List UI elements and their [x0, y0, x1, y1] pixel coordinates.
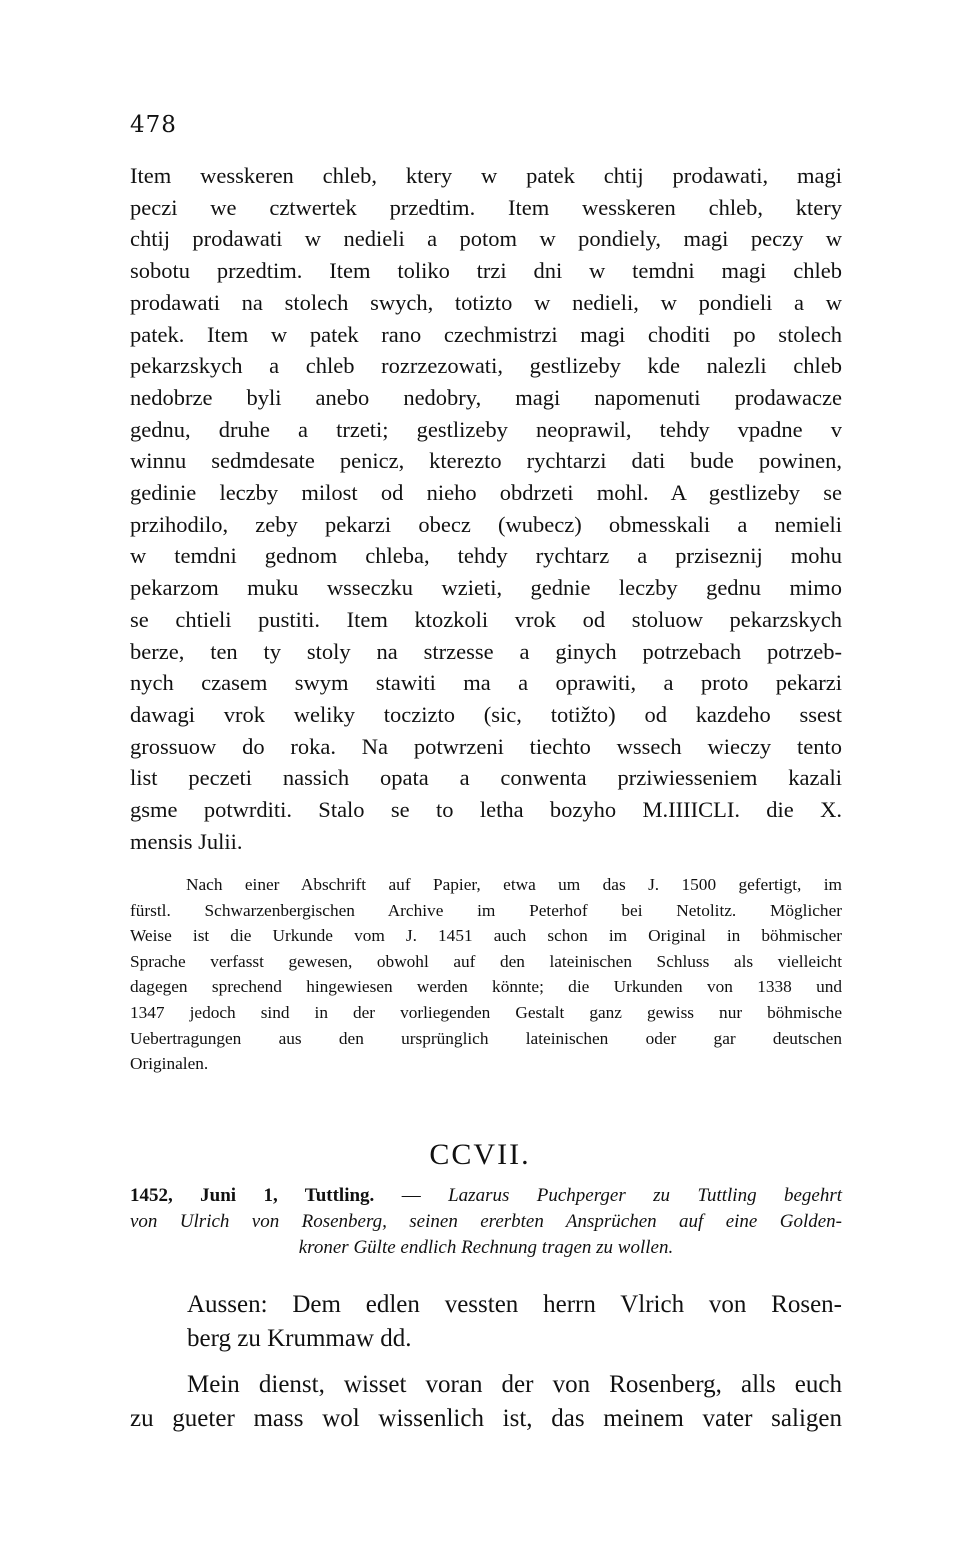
regest-date: 1452, Juni 1, Tuttling. [130, 1185, 375, 1206]
regest-text: Lazarus Puchperger zu Tuttling begehrt [448, 1185, 843, 1206]
regest-line [130, 1183, 842, 1209]
text-line: peczi we cztwertek przedtim. Item wesskeren chleb, ktery [130, 194, 842, 220]
letter-line: Mein dienst, wisset voran der von Rosenberg, alls euch [187, 1371, 842, 1398]
address-line: Aussen: Dem edlen vessten herrn Vlrich von Rosen- [187, 1291, 842, 1318]
charter-text [130, 160, 842, 857]
text-line: przihodilo, zeby pekarzi obecz (wubecz) obmesskali a nemieli [130, 511, 842, 537]
text-line: gednu, druhe a trzeti; gestlizeby neoprawil, tehdy vpadne v [130, 416, 842, 442]
text-line: prodawati na stolech swych, totizto w nedieli, w pondieli a w [130, 289, 842, 315]
letter-text [130, 1288, 842, 1436]
note-line: Nach einer Abschrift auf Papier, etwa um das J. 1500 gefertigt, im [186, 875, 842, 894]
text-line: berze, ten ty stoly na strzesse a ginych potrzebach potrzeb- [130, 638, 842, 664]
note-line: Weise ist die Urkunde vom J. 1451 auch schon im Original in böhmischer [130, 926, 842, 946]
text-line: pekarzom muku wsseczku wzieti, gednie leczby gednu mimo [130, 575, 842, 601]
regest-line: kroner Gülte endlich Rechnung tragen zu wollen. [298, 1236, 674, 1258]
text-line: nych czasem swym stawiti ma a oprawiti, a proto pekarzi [130, 670, 842, 696]
text-line: pekarzskych a chleb rozrzezowati, gestlizeby kde nalezli chleb [130, 353, 842, 379]
text-line: w temdni gednom chleba, tehdy rychtarz a prziseznij mohu [130, 543, 842, 569]
regest-summary [130, 1183, 842, 1260]
text-line: patek. Item w patek rano czechmistrzi magi choditi po stolech [130, 321, 842, 347]
text-line: mensis Julii. [130, 828, 243, 854]
page-number: 478 [130, 112, 177, 138]
document-number: CCVII. [429, 1138, 531, 1171]
text-line: sobotu przedtim. Item toliko trzi dni w temdni magi chleb [130, 258, 842, 284]
note-line: dagegen sprechend hingewiesen werden könnte; die Urkunden von 1338 und [130, 977, 842, 997]
regest-dash: — [374, 1185, 449, 1206]
text-line: gsme potwrditi. Stalo se to letha bozyho M.IIIICLI. die X. [130, 797, 842, 823]
text-line: winnu sedmdesate penicz, kterezto rychtarzi dati bude powinen, [130, 448, 842, 474]
text-line: grossuow do roka. Na potwrzeni tiechto wssech wieczy tento [130, 733, 842, 759]
address-line: berg zu Krummaw dd. [187, 1325, 412, 1352]
text-line: dawagi vrok weliky toczizto (sic, totižto) od kazdeho ssest [130, 701, 842, 727]
editorial-note [130, 872, 842, 1077]
text-line: se chtieli pustiti. Item ktozkoli vrok od stoluow pekarzskych [130, 606, 842, 632]
text-line: chtij prodawati w nedieli a potom w pondiely, magi peczy w [130, 226, 842, 252]
note-line: fürstl. Schwarzenbergischen Archive im Peterhof bei Netolitz. Möglicher [130, 900, 842, 920]
text-line: gedinie leczby milost od nieho obdrzeti mohl. A gestlizeby se [130, 480, 842, 506]
text-line: Item wesskeren chleb, ktery w patek chtij prodawati, magi [130, 163, 842, 188]
regest-line: von Ulrich von Rosenberg, seinen ererbten Ansprüchen auf eine Golden- [130, 1210, 842, 1232]
text-line: list peczeti nassich opata a conwenta prziwiesseniem kazali [130, 765, 842, 791]
note-line: 1347 jedoch sind in der vorliegenden Gestalt ganz gewiss nur böhmische [130, 1002, 842, 1022]
note-line: Uebertragungen aus den ursprünglich lateinischen oder gar deutschen [130, 1028, 842, 1048]
text-line: nedobrze byli anebo nedobry, magi napomenuti prodawacze [130, 384, 842, 410]
note-line: Originalen. [130, 1054, 209, 1074]
note-line: Sprache verfasst gewesen, obwohl auf den lateinischen Schluss als vielleicht [130, 951, 842, 971]
letter-line: zu gueter mass wol wissenlich ist, das meinem vater saligen [130, 1405, 842, 1432]
spacer [130, 1356, 842, 1368]
